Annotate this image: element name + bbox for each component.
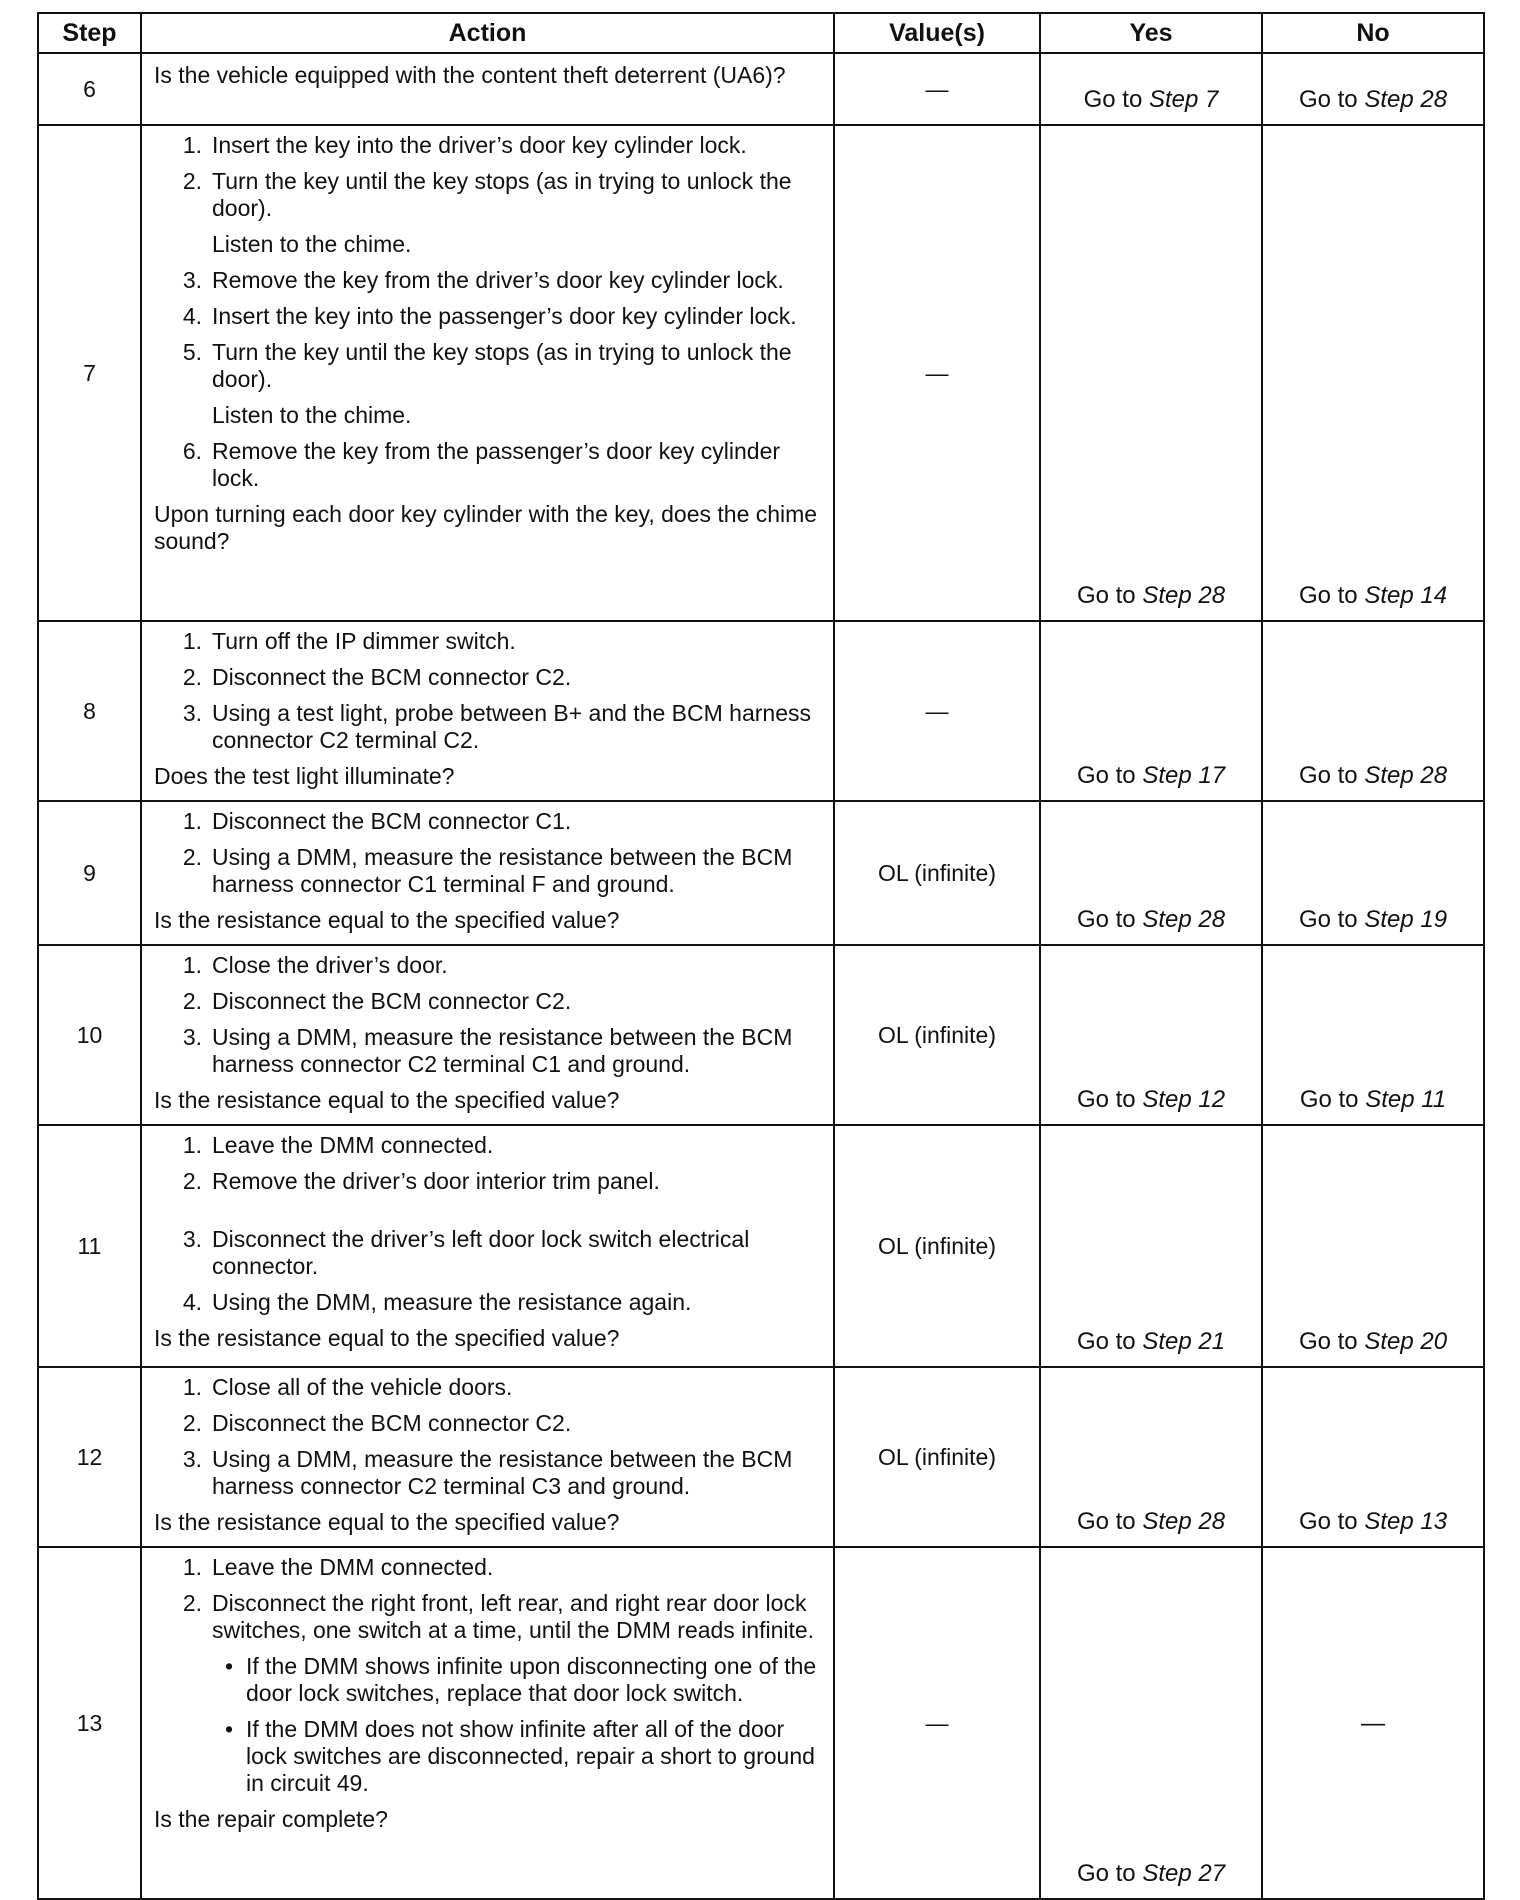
no-cell <box>1262 945 1484 1125</box>
list-item: 1. Disconnect the BCM connector C1. <box>182 808 572 834</box>
go-to-label: Go to <box>1298 582 1358 609</box>
action-cell <box>141 1125 834 1367</box>
no-step-ref: Step 28 <box>1364 86 1448 113</box>
action-question: Is the resistance equal to the specified value? <box>154 1509 620 1535</box>
no-cell <box>1262 125 1484 621</box>
no-cell <box>1262 621 1484 801</box>
table-row <box>38 1547 1484 1899</box>
table-row <box>38 801 1484 945</box>
go-to-label: Go to <box>1298 86 1358 113</box>
no-step-ref: Step 14 <box>1364 582 1448 609</box>
list-item: 4. Using the DMM, measure the resistance again. <box>182 1289 692 1315</box>
list-item: 3. Remove the key from the driver’s door key cylinder lock. <box>182 267 784 293</box>
action-question: Is the resistance equal to the specified value? <box>154 1087 620 1113</box>
no-step-ref: Step 13 <box>1364 1508 1448 1535</box>
action-question: Is the repair complete? <box>154 1806 388 1832</box>
header-row <box>38 13 1484 53</box>
go-to-label: Go to <box>1076 762 1136 789</box>
go-to-label: Go to <box>1076 906 1136 933</box>
no-cell <box>1262 801 1484 945</box>
no-step-ref: Step 19 <box>1364 906 1448 933</box>
table-row <box>38 1367 1484 1547</box>
yes-cell <box>1040 801 1262 945</box>
no-cell: — <box>1262 1547 1484 1899</box>
yes-cell <box>1040 1547 1262 1899</box>
action-question: Upon turning each door key cylinder with the key, does the chime sound? <box>154 501 818 554</box>
yes-step-ref: Step 28 <box>1142 582 1226 609</box>
value-cell: OL (infinite) <box>834 1367 1040 1547</box>
item-note: Listen to the chime. <box>212 231 412 257</box>
diagnostic-table <box>37 12 1485 1900</box>
action-question: Is the resistance equal to the specified value? <box>154 1325 620 1351</box>
yes-step-ref: Step 28 <box>1142 1508 1226 1535</box>
value-cell: — <box>834 1547 1040 1899</box>
step-number: 13 <box>38 1547 141 1899</box>
go-to-label: Go to <box>1076 582 1136 609</box>
header-step: Step <box>38 13 141 53</box>
list-item: 1. Close all of the vehicle doors. <box>182 1374 513 1400</box>
header-action: Action <box>141 13 834 53</box>
list-item: 2. Disconnect the BCM connector C2. <box>182 1410 572 1436</box>
value-cell: OL (infinite) <box>834 1125 1040 1367</box>
list-item: 6. Remove the key from the passenger’s door key cylinder lock. <box>182 438 781 491</box>
no-cell <box>1262 1125 1484 1367</box>
table-row <box>38 125 1484 621</box>
action-question: Does the test light illuminate? <box>154 763 455 789</box>
table-row <box>38 1125 1484 1367</box>
action-question: Is the resistance equal to the specified value? <box>154 907 620 933</box>
list-item: 3. Using a DMM, measure the resistance between the BCM harness connector C2 terminal C1 and ground. <box>182 1024 793 1077</box>
go-to-label: Go to <box>1298 762 1358 789</box>
bullet-item: • If the DMM does not show infinite after all of the door lock switches are disconnected, repair a short to ground in circuit 49. <box>224 1716 815 1796</box>
yes-cell <box>1040 621 1262 801</box>
go-to-label: Go to <box>1076 1860 1136 1887</box>
value-cell: — <box>834 621 1040 801</box>
go-to-label: Go to <box>1298 906 1358 933</box>
no-cell <box>1262 1367 1484 1547</box>
yes-cell <box>1040 945 1262 1125</box>
step-number: 9 <box>38 801 141 945</box>
no-step-ref: Step 20 <box>1364 1328 1448 1355</box>
value-cell: OL (infinite) <box>834 945 1040 1125</box>
action-cell <box>141 125 834 621</box>
list-item: 1. Leave the DMM connected. <box>182 1132 494 1158</box>
list-item: 1. Turn off the IP dimmer switch. <box>182 628 516 654</box>
list-item: 1. Insert the key into the driver’s door key cylinder lock. <box>182 132 747 158</box>
action-cell <box>141 801 834 945</box>
header-yes: Yes <box>1040 13 1262 53</box>
list-item: 3. Using a DMM, measure the resistance between the BCM harness connector C2 terminal C3 and ground. <box>182 1446 793 1499</box>
action-cell <box>141 1367 834 1547</box>
yes-step-ref: Step 27 <box>1142 1860 1226 1887</box>
step-number: 8 <box>38 621 141 801</box>
list-item: 2. Disconnect the BCM connector C2. <box>182 664 572 690</box>
yes-step-ref: Step 7 <box>1148 86 1219 113</box>
no-step-ref: Step 11 <box>1365 1086 1447 1113</box>
table-row <box>38 53 1484 125</box>
list-item: 4. Insert the key into the passenger’s door key cylinder lock. <box>182 303 797 329</box>
go-to-label: Go to <box>1076 1086 1136 1113</box>
step-number: 11 <box>38 1125 141 1367</box>
step-number: 10 <box>38 945 141 1125</box>
yes-cell <box>1040 1125 1262 1367</box>
yes-step-ref: Step 28 <box>1142 906 1226 933</box>
item-note: Listen to the chime. <box>212 402 412 428</box>
yes-cell <box>1040 125 1262 621</box>
go-to-label: Go to <box>1298 1328 1358 1355</box>
go-to-label: Go to <box>1299 1086 1359 1113</box>
action-question: Is the vehicle equipped with the content theft deterrent (UA6)? <box>154 62 786 88</box>
header-no: No <box>1262 13 1484 53</box>
value-cell: — <box>834 125 1040 621</box>
step-number: 12 <box>38 1367 141 1547</box>
no-step-ref: Step 28 <box>1364 762 1448 789</box>
go-to-label: Go to <box>1083 86 1143 113</box>
list-item: 1. Close the driver’s door. <box>182 952 448 978</box>
table-row <box>38 621 1484 801</box>
list-item: 2. Turn the key until the key stops (as in trying to unlock the door). <box>182 168 792 221</box>
no-cell <box>1262 53 1484 125</box>
action-cell <box>141 621 834 801</box>
value-cell: — <box>834 53 1040 125</box>
yes-step-ref: Step 21 <box>1142 1328 1226 1355</box>
list-item: 2. Using a DMM, measure the resistance between the BCM harness connector C1 terminal F and ground. <box>182 844 793 897</box>
action-cell <box>141 1547 834 1899</box>
list-item: 3. Disconnect the driver’s left door lock switch electrical connector. <box>182 1226 750 1279</box>
value-cell: OL (infinite) <box>834 801 1040 945</box>
yes-step-ref: Step 17 <box>1142 762 1226 789</box>
list-item: 2. Remove the driver’s door interior trim panel. <box>182 1168 660 1194</box>
list-item: 1. Leave the DMM connected. <box>182 1554 494 1580</box>
yes-cell <box>1040 53 1262 125</box>
action-cell <box>141 945 834 1125</box>
go-to-label: Go to <box>1298 1508 1358 1535</box>
table-row <box>38 945 1484 1125</box>
go-to-label: Go to <box>1076 1328 1136 1355</box>
go-to-label: Go to <box>1076 1508 1136 1535</box>
step-number: 6 <box>38 53 141 125</box>
step-number: 7 <box>38 125 141 621</box>
list-item: 5. Turn the key until the key stops (as in trying to unlock the door). <box>182 339 792 392</box>
yes-cell <box>1040 1367 1262 1547</box>
action-cell <box>141 53 834 125</box>
list-item: 2. Disconnect the BCM connector C2. <box>182 988 572 1014</box>
list-item: 2. Disconnect the right front, left rear, and right rear door lock switches, one switch at a time, until the DMM reads infinite. <box>182 1590 815 1643</box>
header-values: Value(s) <box>834 13 1040 53</box>
yes-step-ref: Step 12 <box>1142 1086 1226 1113</box>
bullet-item: • If the DMM shows infinite upon disconnecting one of the door lock switches, replace that door lock switch. <box>224 1653 817 1706</box>
list-item: 3. Using a test light, probe between B+ and the BCM harness connector C2 terminal C2. <box>182 700 811 753</box>
